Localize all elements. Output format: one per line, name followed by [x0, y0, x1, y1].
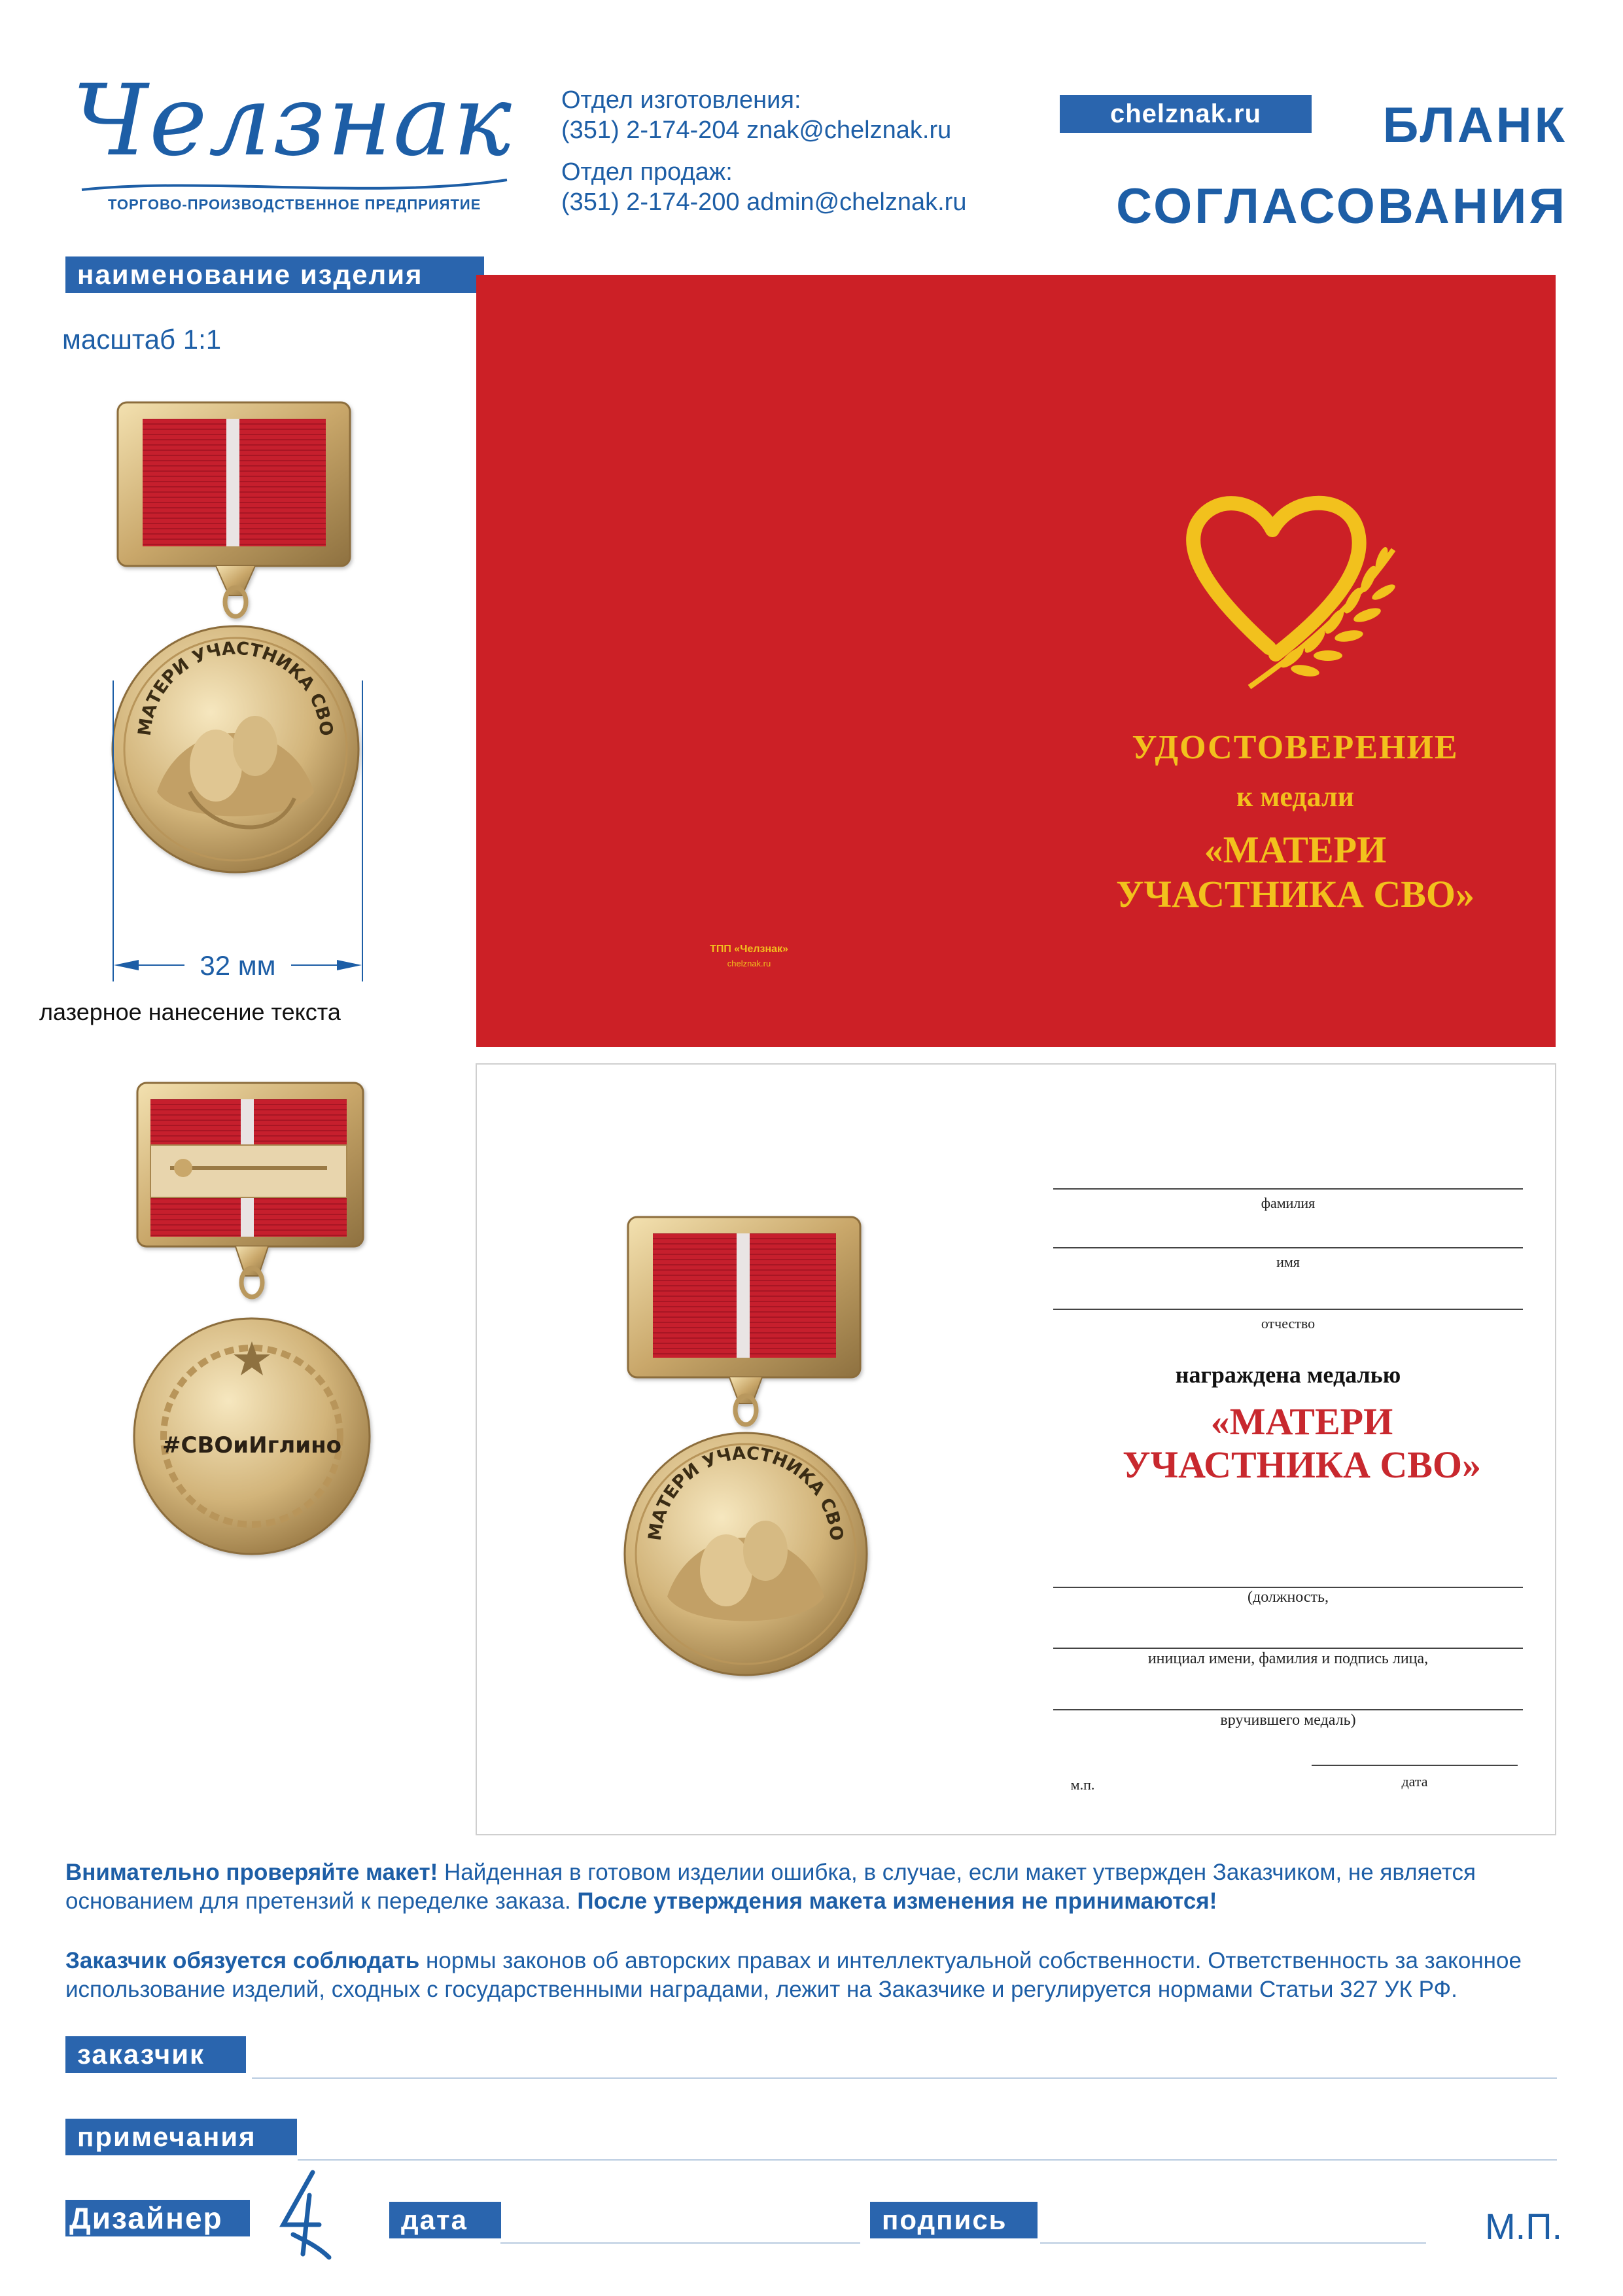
form-title — [1116, 85, 1567, 247]
signature-field[interactable] — [1040, 2242, 1426, 2244]
cover-medal-name-1: «МАТЕРИ — [1204, 828, 1387, 871]
copyright-notice — [65, 1947, 1563, 2004]
position-caption: (должность, — [1248, 1589, 1329, 1606]
production-dept-label: Отдел изготовления: — [561, 86, 801, 114]
form-title-line2: СОГЛАСОВАНИЯ — [1116, 179, 1567, 234]
customer-field[interactable] — [252, 2077, 1557, 2079]
notice-warning: После утверждения макета изменения не принимаются! — [577, 1888, 1217, 1914]
date-line — [1312, 1765, 1518, 1766]
inner-medal-name-2: УЧАСТНИКА СВО» — [1122, 1443, 1482, 1486]
sales-dept-contact: (351) 2-174-200 admin@chelznak.ru — [561, 188, 967, 216]
medal-back-inscription: #СВОиИглино — [162, 1432, 341, 1458]
position-line — [1053, 1587, 1523, 1588]
copyright-text: нормы законов об авторских правах и интеллектуальной собственности. Ответственность за законное использование изделий, сходных с государственными наградами, лежит на Заказчике и регулируется нормами Статьи 327 УК РФ. — [65, 1948, 1522, 2002]
width-dimension: 32 мм — [200, 950, 276, 981]
medal-front-image — [111, 399, 360, 962]
first-name-line — [1053, 1247, 1523, 1248]
patronymic-line — [1053, 1309, 1523, 1310]
customer-label: заказчик — [65, 2036, 246, 2073]
copyright-heading: Заказчик обязуется соблюдать — [65, 1948, 420, 1973]
surname-caption: фамилия — [1261, 1195, 1316, 1211]
cover-subtitle: к медали — [1236, 781, 1354, 813]
stamp-place-label: М.П. — [1485, 2206, 1563, 2247]
engraving-note: лазерное нанесение текста — [39, 998, 341, 1025]
first-name-caption: имя — [1276, 1254, 1300, 1270]
notes-label: примечания — [65, 2119, 297, 2155]
medal-back-image — [131, 1080, 379, 1577]
date-label: дата — [389, 2202, 501, 2238]
designer-label: Дизайнер — [65, 2200, 250, 2236]
patronymic-caption: отчество — [1261, 1315, 1316, 1332]
sales-dept-label: Отдел продаж: — [561, 158, 733, 186]
medal-front-inscription: МАТЕРИ УЧАСТНИКА СВО — [134, 638, 337, 737]
cover-maker-site: chelznak.ru — [727, 959, 771, 968]
notice-heading: Внимательно проверяйте макет! — [65, 1860, 438, 1885]
date-field[interactable] — [500, 2242, 860, 2244]
production-dept-contact: (351) 2-174-204 znak@chelznak.ru — [561, 116, 952, 144]
notes-field[interactable] — [298, 2159, 1557, 2161]
layout-check-notice — [65, 1858, 1563, 1916]
inner-medal-name-1: «МАТЕРИ — [1210, 1400, 1393, 1443]
stamp-caption: м.п. — [1070, 1776, 1095, 1793]
signatory-line — [1053, 1648, 1523, 1649]
presenter-line — [1053, 1709, 1523, 1710]
logo-swash — [79, 173, 510, 200]
logo-subtitle: ТОРГОВО-ПРОИЗВОДСТВЕННОЕ ПРЕДПРИЯТИЕ — [108, 196, 481, 213]
product-name-label: наименование изделия — [65, 256, 484, 293]
cover-maker: ТПП «Челзнак» — [710, 944, 788, 955]
heart-branch-emblem — [1178, 484, 1413, 700]
presenter-caption: вручившего медаль) — [1220, 1712, 1356, 1729]
awarded-text: награждена медалью — [1175, 1362, 1401, 1388]
company-logo: Челзнак — [72, 64, 513, 178]
surname-line — [1053, 1188, 1523, 1190]
dimension-guide-left — [113, 680, 114, 981]
signature-label: подпись — [870, 2202, 1038, 2238]
site-badge[interactable]: chelznak.ru — [1060, 95, 1312, 133]
cover-medal-name-2: УЧАСТНИКА СВО» — [1115, 873, 1475, 915]
date-caption: дата — [1401, 1773, 1428, 1790]
certificate-medal-inscription: МАТЕРИ УЧАСТНИКА СВО — [644, 1443, 847, 1542]
form-title-line1: БЛАНК — [1382, 97, 1567, 153]
scale-label: масштаб 1:1 — [62, 324, 222, 355]
notice-text: Найденная в готовом изделии ошибка, в случае, если макет утвержден Заказчиком, не является основанием для претензий к переделке заказа. — [65, 1860, 1476, 1914]
signatory-caption: инициал имени, фамилия и подпись лица, — [1147, 1650, 1429, 1667]
designer-signature — [273, 2169, 339, 2261]
certificate-medal-image — [621, 1214, 870, 1731]
cover-title: УДОСТОВЕРЕНИЕ — [1132, 729, 1459, 766]
dimension-guide-right — [362, 680, 363, 981]
